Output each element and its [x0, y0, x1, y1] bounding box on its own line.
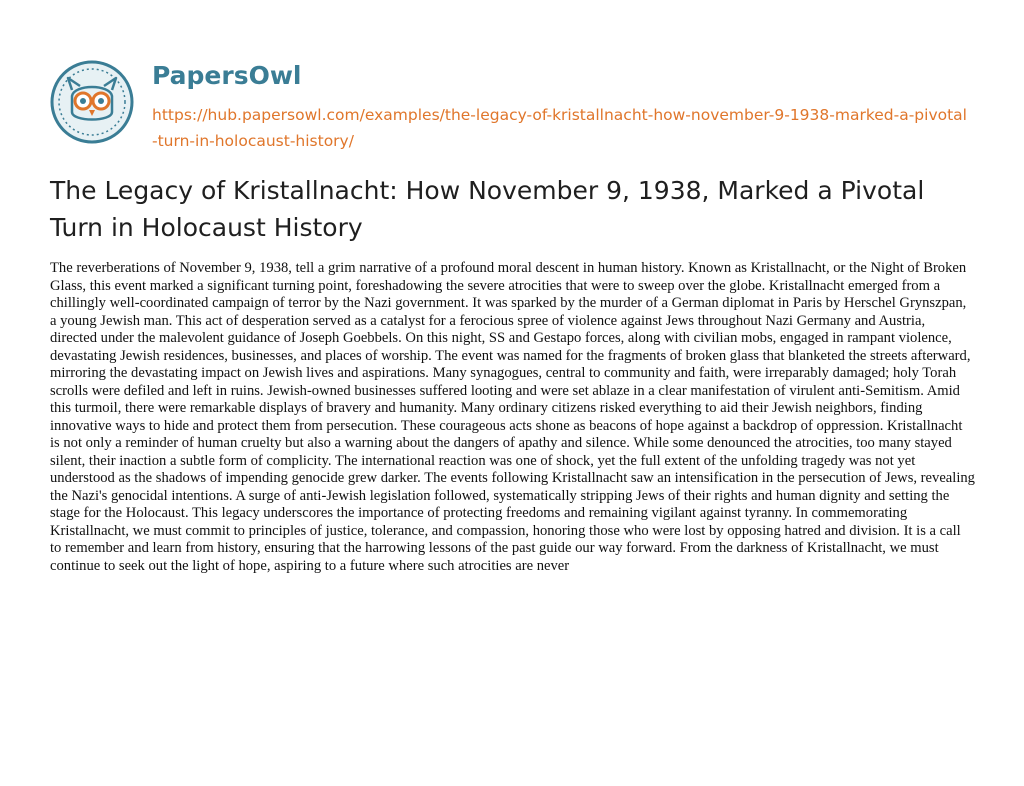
document-body: The reverberations of November 9, 1938, tell a grim narrative of a profound moral descent in human history. Known as Kristallnacht, or the Night of Broken Glass, this event marked a significant turning point, foreshadowing the severe atrocities that were to sweep over the globe. Kristallnacht emerged from a chillingly well-coordinated campaign of terror by the Nazi government. It was sparked by the murder of a German diplomat in Paris by Herschel Grynszpan, a young Jewish man. This act of desperation served as a catalyst for a ferocious spree of violence against Jews throughout Nazi Germany and Austria, directed under the malevolent guidance of Joseph Goebbels. On this night, SS and Gestapo forces, along with civilian mobs, engaged in rampant violence, devastating Jewish residences, businesses, and places of worship. The event was named for the fragments of broken glass that blanketed the streets afterward, mirroring the devastating impact on Jewish lives and aspirations. Many synagogues, central to community and faith, were irreparably damaged; holy Torah scrolls were defiled and left in ruins. Jewish-owned businesses suffered looting and were set ablaze in a clear manifestation of virulent anti-Semitism. Amid this turmoil, there were remarkable displays of bravery and humanity. Many ordinary citizens risked everything to aid their Jewish neighbors, finding innovative ways to hide and protect them from persecution. These courageous acts shone as beacons of hope against a backdrop of oppression. Kristallnacht is not only a reminder of human cruelty but also a warning about the dangers of apathy and silence. While some denounced the atrocities, too many stayed silent, their inaction a subtle form of complicity. The international reaction was one of shock, yet the full extent of the unfolding tragedy was not yet understood as the shadows of impending genocide grew darker. The events following Kristallnacht saw an intensification in the persecution of Jews, revealing the Nazi's genocidal intentions. A surge of anti-Jewish legislation followed, systematically stripping Jews of their rights and human dignity and setting the stage for the Holocaust. This legacy underscores the importance of protecting freedoms and remaining vigilant against tyranny. In commemorating Kristallnacht, we must commit to principles of justice, tolerance, and compassion, honoring those who were lost by opposing hatred and division. It is a call to remember and learn from history, ensuring that the harrowing lessons of the past guide our way forward. From the darkness of Kristallnacht, we must continue to seek out the light of hope, aspiring to a future where such atrocities are never [50, 260, 975, 574]
brand-name: PapersOwl [152, 61, 302, 90]
source-url-link[interactable]: https://hub.papersowl.com/examples/the-legacy-of-kristallnacht-how-november-9-1938-marked-a-pivotal-turn-in-holocaust-history/ [152, 106, 967, 150]
document-header [50, 55, 990, 155]
owl-logo-icon [50, 60, 134, 144]
document-title: The Legacy of Kristallnacht: How November 9, 1938, Marked a Pivotal Turn in Holocaust History [50, 176, 925, 242]
